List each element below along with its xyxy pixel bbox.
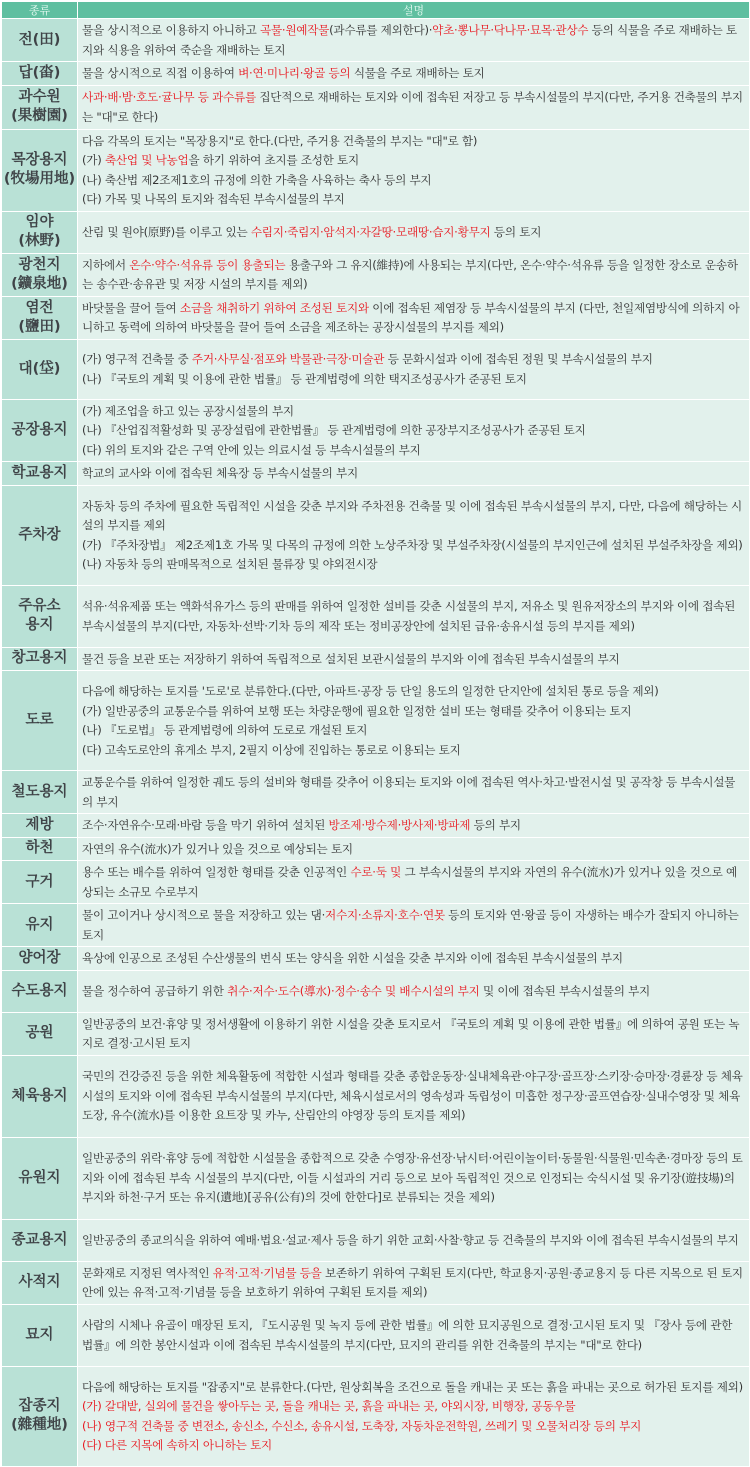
description-text: (가) 제조업을 하고 있는 공장시설물의 부지 (82, 403, 294, 418)
category-label: 목장용지 (11, 152, 68, 168)
description-text: 물이 고이거나 상시적으로 물을 저장하고 있는 댐· (82, 908, 326, 922)
description-text: 및 이에 접속된 부속시설물의 부지 (479, 983, 650, 998)
land-category-name (2, 970, 78, 1012)
land-category-description (78, 861, 750, 904)
description-text: 바닷물을 끌어 들여 (82, 300, 180, 315)
description-text: 그 부속시설물의 부지와 자연의 유수(流水)가 있거나 있을 것으로 예상되는 소규모 수로부지 (82, 865, 737, 899)
table-row (2, 1219, 750, 1261)
category-label: 공장용지 (11, 421, 68, 438)
description-line (82, 151, 745, 171)
land-category-description (78, 129, 750, 211)
land-category-name (2, 1366, 78, 1466)
description-line (82, 906, 745, 945)
highlighted-text: 저수지·소류지·호수·연못 (325, 908, 445, 922)
description-text: 집단적으로 재배하는 토지와 이에 접속된 저장고 등 부속시설물의 부지(다만, 주거용 건축물의 부지는 "대"로 한다) (82, 90, 743, 124)
land-category-description (78, 1304, 750, 1366)
description-text: 조수·자연유수·모래·바람 등을 막기 위하여 설치된 (82, 818, 329, 832)
land-category-description (78, 1219, 750, 1261)
table-row (2, 1137, 750, 1219)
table-row (2, 904, 750, 947)
category-label: 전(田) (18, 31, 61, 48)
land-category-description (78, 253, 750, 296)
description-line (82, 299, 745, 338)
description-line (82, 863, 745, 902)
category-hanja: (果樹園) (11, 108, 68, 124)
land-category-description (78, 462, 750, 486)
table-row (2, 85, 750, 129)
highlighted-text: 방조제·방수제·방사제·방파제 (328, 818, 471, 832)
description-text: 등의 토지와 연·왕골 등이 자생하는 배수가 잘되지 아니하는 토지 (82, 908, 739, 942)
land-category-name (2, 585, 78, 647)
land-category-name (2, 671, 78, 771)
description-text: (나) 『국토의 계획 및 이용에 관한 법률』 등 관계법령에 의한 택지조성공사가 준공된 토지 (82, 371, 527, 386)
table-row (2, 1304, 750, 1366)
category-label: 구거 (25, 873, 54, 890)
category-hanja: (林野) (18, 233, 61, 249)
description-line (82, 190, 745, 210)
land-category-description (78, 1012, 750, 1055)
description-text: 자동차 등의 주차에 필요한 독립적인 시설을 갖춘 부지와 주차전용 건축물 및 이에 접속된 부속시설물의 부지, 다만, 다음에 해당하는 시설의 부지를 제외 (82, 498, 742, 532)
description-line (82, 64, 745, 84)
category-label: 도로 (25, 712, 54, 728)
table-row (2, 771, 750, 814)
land-category-name (2, 19, 78, 62)
land-category-description (78, 211, 750, 253)
table-row (2, 296, 750, 339)
description-text: 등의 부지 (470, 818, 521, 832)
land-category-name (2, 339, 78, 399)
land-category-name (2, 129, 78, 211)
land-category-name (2, 947, 78, 971)
description-text: 물을 상시적으로 직접 이용하여 (82, 66, 239, 80)
category-label: 체육용지 (11, 1087, 68, 1104)
land-category-name (2, 399, 78, 462)
description-line (82, 949, 745, 969)
highlighted-text: 약초·뽕나무·닥나무·묘목·관상수 (432, 23, 589, 37)
description-text: 물건 등을 보관 또는 저장하기 위하여 독립적으로 설치된 보관시설물의 부지와 이에 접속된 부속시설물의 부지 (82, 651, 620, 666)
land-category-description (78, 399, 750, 462)
description-text: (나) 자동차 등의 판매목적으로 설치된 물류장 및 야외전시장 (82, 557, 378, 571)
land-category-name (2, 861, 78, 904)
highlighted-text: 유적·고적·기념물 등을 (212, 1265, 322, 1280)
description-line (82, 402, 745, 422)
highlighted-text: 사과·배·밤·호도·귤나무 등 과수류를 (82, 90, 256, 104)
description-text: 등의 식물을 주로 재배하는 토지와 식용을 위하여 죽순을 재배하는 토지 (82, 23, 737, 57)
category-label: 과수원 (18, 89, 61, 105)
description-text: 을 하기 위하여 초지를 조성한 토지 (188, 153, 359, 167)
description-text: (다) 고속도로안의 휴게소 부지, 2필지 이상에 진입하는 통로로 이용되는 토지 (82, 742, 461, 757)
category-label: 하천 (25, 840, 54, 857)
table-row (2, 861, 750, 904)
description-line (82, 721, 745, 741)
description-text: 일반공중의 위락·휴양 등에 적합한 시설물을 종합적으로 갖춘 수영장·유선장·낚시터·어린이놀이터·동물원·식물원·민속촌·경마장 등의 토지와 이에 접속된 부속 시설물의 부지(다만, 이들 시설과의 거리 등으로 보아 독립적인 것으로 인정되는 숙식시설 및 유기장(遊技場)의 부지와 하천·구거 또는 유지(遺地)[공유(公有)의 것에 한한다]로 분류되는 것을 제외) (82, 1151, 743, 1205)
category-label: 창고용지 (11, 650, 68, 667)
category-label: 유원지 (18, 1169, 61, 1186)
land-category-name (2, 1261, 78, 1304)
category-label: 종교용지 (11, 1231, 68, 1248)
description-text: 다음에 해당하는 토지를 '도로'로 분류한다.(다만, 아파트·공장 등 단일 용도의 일정한 단지안에 설치된 통로 등을 제외) (82, 684, 659, 698)
land-category-description (78, 1261, 750, 1304)
description-line (82, 1417, 745, 1437)
description-line (82, 1015, 745, 1054)
description-line (82, 1231, 745, 1251)
land-category-description (78, 647, 750, 671)
table-row (2, 837, 750, 861)
description-line (82, 1149, 745, 1208)
highlighted-text: 곡물·원예작물 (260, 23, 330, 37)
land-category-description (78, 837, 750, 861)
table-body (2, 19, 750, 1467)
table-row (2, 399, 750, 462)
description-line (82, 1067, 745, 1126)
description-line (82, 702, 745, 722)
table-row (2, 253, 750, 296)
land-category-name (2, 253, 78, 296)
highlighted-text: 축산업 및 낙농업 (104, 153, 189, 167)
description-line (82, 171, 745, 191)
category-label: 학교용지 (11, 464, 68, 481)
category-hanja: (牧場用地) (3, 171, 76, 187)
table-row (2, 339, 750, 399)
land-category-description (78, 485, 750, 585)
description-text: (다) 위의 토지와 같은 구역 안에 있는 의료시설 등 부속시설물의 부지 (82, 442, 421, 457)
description-line (82, 1436, 745, 1456)
description-line (82, 682, 745, 702)
table-row (2, 62, 750, 86)
category-label: 염전 (25, 299, 54, 316)
description-line (82, 840, 745, 860)
category-label: 답(畓) (18, 64, 61, 81)
category-label: 묘지 (25, 1326, 54, 1343)
description-text: 용출구와 그 유지(維持)에 사용되는 부지(다만, 온수·약수·석유류 등을 일정한 장소로 운송하는 송수관·송유관 및 저장 시설의 부지를 제외) (82, 257, 738, 291)
description-text: 학교의 교사와 이에 접속된 체육장 등 부속시설물의 부지 (82, 466, 358, 480)
land-category-description (78, 585, 750, 647)
category-label: 잡종지 (18, 1398, 61, 1414)
category-label: 양어장 (18, 949, 61, 966)
description-line (82, 350, 745, 370)
table-row (2, 211, 750, 253)
table-row (2, 970, 750, 1012)
description-text: 자연의 유수(流水)가 있거나 있을 것으로 예상되는 토지 (82, 841, 353, 856)
category-hanja: (鹽田) (18, 318, 61, 335)
land-category-name (2, 462, 78, 486)
table-row (2, 1012, 750, 1055)
land-category-description (78, 970, 750, 1012)
description-line (82, 88, 745, 127)
description-line (82, 256, 745, 295)
land-category-table (1, 1, 750, 1467)
description-line (82, 650, 745, 670)
description-line (82, 816, 745, 836)
land-category-name (2, 85, 78, 129)
description-text: 교통운수를 위하여 일정한 궤도 등의 설비와 형태를 갖추어 이용되는 토지와 이에 접속된 역사·차고·발전시설 및 공작창 등 부속시설물의 부지 (82, 775, 736, 809)
description-line (82, 982, 745, 1002)
description-text: 문화재로 지정된 역사적인 (82, 1265, 213, 1280)
description-text: (가) 영구적 건축물 중 (82, 352, 192, 366)
description-text: (다) 가목 및 나목의 토지와 접속된 부속시설물의 부지 (82, 192, 345, 206)
description-text: (가) (82, 153, 105, 167)
table-row (2, 1261, 750, 1304)
description-text: 보존하기 위하여 구획된 토지(다만, 학교용지·공원·종교용지 등 다른 지목으로 된 토지 안에 있는 유적·고적·기념물 등을 보호하기 위하여 구획된 토지를 제외) (82, 1265, 743, 1299)
table-row (2, 947, 750, 971)
highlighted-text: 주거·사무실·점포와 박물관·극장·미술관 (191, 352, 385, 366)
description-line (82, 597, 745, 636)
description-text: 일반공중의 종교의식을 위하여 예배·법요·설교·제사 등을 하기 위한 교회·사찰·향교 등 건축물의 부지와 이에 접속된 부속시설물의 부지 (82, 1232, 739, 1247)
highlighted-text: 취수·저수·도수(導水)·정수·송수 및 배수시설의 부지 (227, 983, 480, 998)
category-label: 제방 (25, 816, 54, 833)
land-category-description (78, 339, 750, 399)
category-label: 철도용지 (11, 783, 68, 800)
category-label: 유지 (25, 916, 54, 933)
category-label: 대(垈) (18, 360, 61, 377)
land-category-description (78, 1366, 750, 1466)
description-text: 석유·석유제품 또는 액화석유가스 등의 판매를 위하여 일정한 설비를 갖춘 시설물의 부지, 저유소 및 원유저장소의 부지와 이에 접속된 부속시설물의 부지(다만, 자동차·선박·기차 등의 제작 또는 정비공장안에 설치된 급유·송유시설 등의 부지를 제외) (82, 599, 736, 633)
description-text: 물을 상시적으로 이용하지 아니하고 (82, 23, 260, 37)
description-line (82, 497, 745, 536)
category-hanja: 용지 (25, 617, 54, 633)
category-label: 임야 (25, 214, 54, 230)
description-text: 산림 및 원야(原野)를 이루고 있는 (82, 224, 251, 239)
description-line (82, 464, 745, 484)
category-label: 공원 (25, 1025, 54, 1041)
description-line (82, 441, 745, 461)
description-text: 다음에 해당하는 토지를 "잡종지"로 분류한다.(다만, 원상회복을 조건으로 돌을 캐내는 곳 또는 흙을 파내는 곳으로 허가된 토지를 제외) (82, 1379, 743, 1394)
land-category-description (78, 904, 750, 947)
description-line (82, 555, 745, 575)
description-line (82, 1397, 745, 1417)
land-category-description (78, 947, 750, 971)
land-category-description (78, 62, 750, 86)
description-text: 일반공중의 보건·휴양 및 정서생활에 이용하기 위한 시설을 갖춘 토지로서 『국토의 계획 및 이용에 관한 법률』에 의하여 공원 또는 녹지로 결정·고시된 토지 (82, 1016, 740, 1050)
land-category-description (78, 1055, 750, 1137)
land-category-description (78, 19, 750, 62)
category-label: 사적지 (18, 1274, 61, 1290)
header-category: 종류 (2, 2, 78, 19)
table-row (2, 19, 750, 62)
land-category-name (2, 1219, 78, 1261)
category-hanja: (鑛泉地) (11, 275, 68, 292)
category-label: 수도용지 (11, 982, 68, 999)
description-text: (가) 『주차장법』 제2조제1호 가목 및 다목의 규정에 의한 노상주차장 및 부설주차장(시설물의 부지인근에 설치된 부설주차장을 제외) (82, 537, 743, 552)
table-row (2, 647, 750, 671)
description-line (82, 1264, 745, 1303)
description-text: 등 문화시설과 이에 접속된 정원 및 부속시설물의 부지 (384, 352, 653, 366)
highlighted-text: 수림지·죽림지·암석지·자갈땅·모래땅·습지·황무지 (250, 224, 491, 239)
land-category-name (2, 1012, 78, 1055)
description-text: 용수 또는 배수를 위하여 일정한 형태를 갖춘 인공적인 (82, 865, 351, 879)
description-text: 국민의 건강증진 등을 위한 체육활동에 적합한 시설과 형태를 갖춘 종합운동장·실내체육관·야구장·골프장·스키장·승마장·경륜장 등 체육시설의 토지와 이에 접속된 부속시설물의 부지(다만, 체육시설로서의 영속성과 독립성이 미흡한 정구장·골프연습장·실내수영장 및 체육도장, 유수(流水)를 이용한 요트장 및 카누, 산림안의 야영장 등의 토지를 제외) (82, 1069, 743, 1123)
category-label: 광천지 (18, 256, 61, 273)
table-row (2, 129, 750, 211)
highlighted-text: 온수·약수·석유류 등이 용출되는 (129, 257, 286, 272)
land-category-description (78, 771, 750, 814)
description-line (82, 21, 745, 60)
description-text: (나) 『도로법』 등 관계법령에 의하여 도로로 개설된 토지 (82, 723, 368, 737)
land-category-description (78, 296, 750, 339)
land-category-name (2, 814, 78, 838)
description-line (82, 370, 745, 390)
description-line (82, 132, 745, 152)
description-text: 식물을 주로 재배하는 토지 (350, 66, 485, 80)
description-text: (가) 일반공중의 교통운수를 위하여 보행 또는 차량운행에 필요한 일정한 설비 또는 형태를 갖추어 이용되는 토지 (82, 703, 632, 718)
description-text: 이에 접속된 제염장 등 부속시설물의 부지 (다만, 천일제염방식에 의하지 아니하고 동력에 의하여 바닷물을 끌어 들여 소금을 제조하는 공장시설물의 부지를 제외) (82, 300, 740, 334)
highlighted-text: (가) 갈대밭, 실외에 물건을 쌓아두는 곳, 돌을 캐내는 곳, 흙을 파내는 곳, 야외시장, 비행장, 공동우물 (82, 1399, 576, 1413)
table-row (2, 585, 750, 647)
land-category-name (2, 647, 78, 671)
land-category-name (2, 1055, 78, 1137)
land-category-name (2, 62, 78, 86)
description-line (82, 223, 745, 243)
description-text: (나) 축산법 제2조제1호의 규정에 의한 가축을 사육하는 축사 등의 부지 (82, 172, 432, 187)
land-category-name (2, 485, 78, 585)
description-line (82, 1316, 745, 1355)
land-category-description (78, 814, 750, 838)
land-category-name (2, 904, 78, 947)
description-text: 물을 정수하여 공급하기 위한 (82, 983, 228, 998)
description-text: (과수류를 제외한다)· (329, 23, 433, 37)
description-line (82, 741, 745, 761)
description-text: 다음 각목의 토지는 "목장용지"로 한다.(다만, 주거용 건축물의 부지는 "대"로 함) (82, 133, 478, 148)
highlighted-text: 소금을 채취하기 위하여 조성된 토지와 (179, 300, 369, 315)
description-text: 육상에 인공으로 조성된 수산생물의 번식 또는 양식을 위한 시설을 갖춘 부지와 이에 접속된 부속시설물의 부지 (82, 951, 623, 965)
category-hanja: (雜種地) (11, 1417, 68, 1433)
header-description: 설명 (78, 2, 750, 19)
description-line (82, 1378, 745, 1398)
land-category-name (2, 1304, 78, 1366)
land-category-description (78, 671, 750, 771)
description-line (82, 421, 745, 441)
description-text: 사람의 시체나 유골이 매장된 토지, 『도시공원 및 녹지 등에 관한 법률』에 의한 묘지공원으로 결정·고시된 토지 및 『장사 등에 관한 법률』에 의한 봉안시설과 이에 접속된 부속시설물의 부지(다만, 묘지의 관리를 위한 건축물의 부지는 "대"로 한다) (82, 1318, 733, 1352)
table-header-row (2, 2, 750, 19)
highlighted-text: (나) 영구적 건축물 중 변전소, 송신소, 수신소, 송유시설, 도축장, 자동차운전학원, 쓰레기 및 오물처리장 등의 부지 (82, 1418, 642, 1433)
table-row (2, 462, 750, 486)
land-category-name (2, 771, 78, 814)
table-row (2, 1366, 750, 1466)
land-category-name (2, 1137, 78, 1219)
category-label: 주차장 (18, 526, 61, 543)
land-category-description (78, 85, 750, 129)
table-row (2, 814, 750, 838)
description-line (82, 536, 745, 556)
table-row (2, 1055, 750, 1137)
land-category-name (2, 296, 78, 339)
table-row (2, 485, 750, 585)
highlighted-text: 수로·둑 및 (350, 865, 402, 879)
highlighted-text: (다) 다른 지목에 속하지 아니하는 토지 (82, 1438, 272, 1452)
description-text: 등의 토지 (490, 224, 542, 239)
category-label: 주유소 (18, 598, 61, 614)
description-text: (나) 『산업집적활성화 및 공장설립에 관한법률』 등 관계법령에 의한 공장부지조성공사가 준공된 토지 (82, 423, 586, 437)
highlighted-text: 벼·연·미나리·왕골 등의 (238, 66, 351, 80)
table-row (2, 671, 750, 771)
description-line (82, 773, 745, 812)
land-category-description (78, 1137, 750, 1219)
description-text: 지하에서 (82, 257, 130, 272)
land-category-name (2, 211, 78, 253)
land-category-name (2, 837, 78, 861)
